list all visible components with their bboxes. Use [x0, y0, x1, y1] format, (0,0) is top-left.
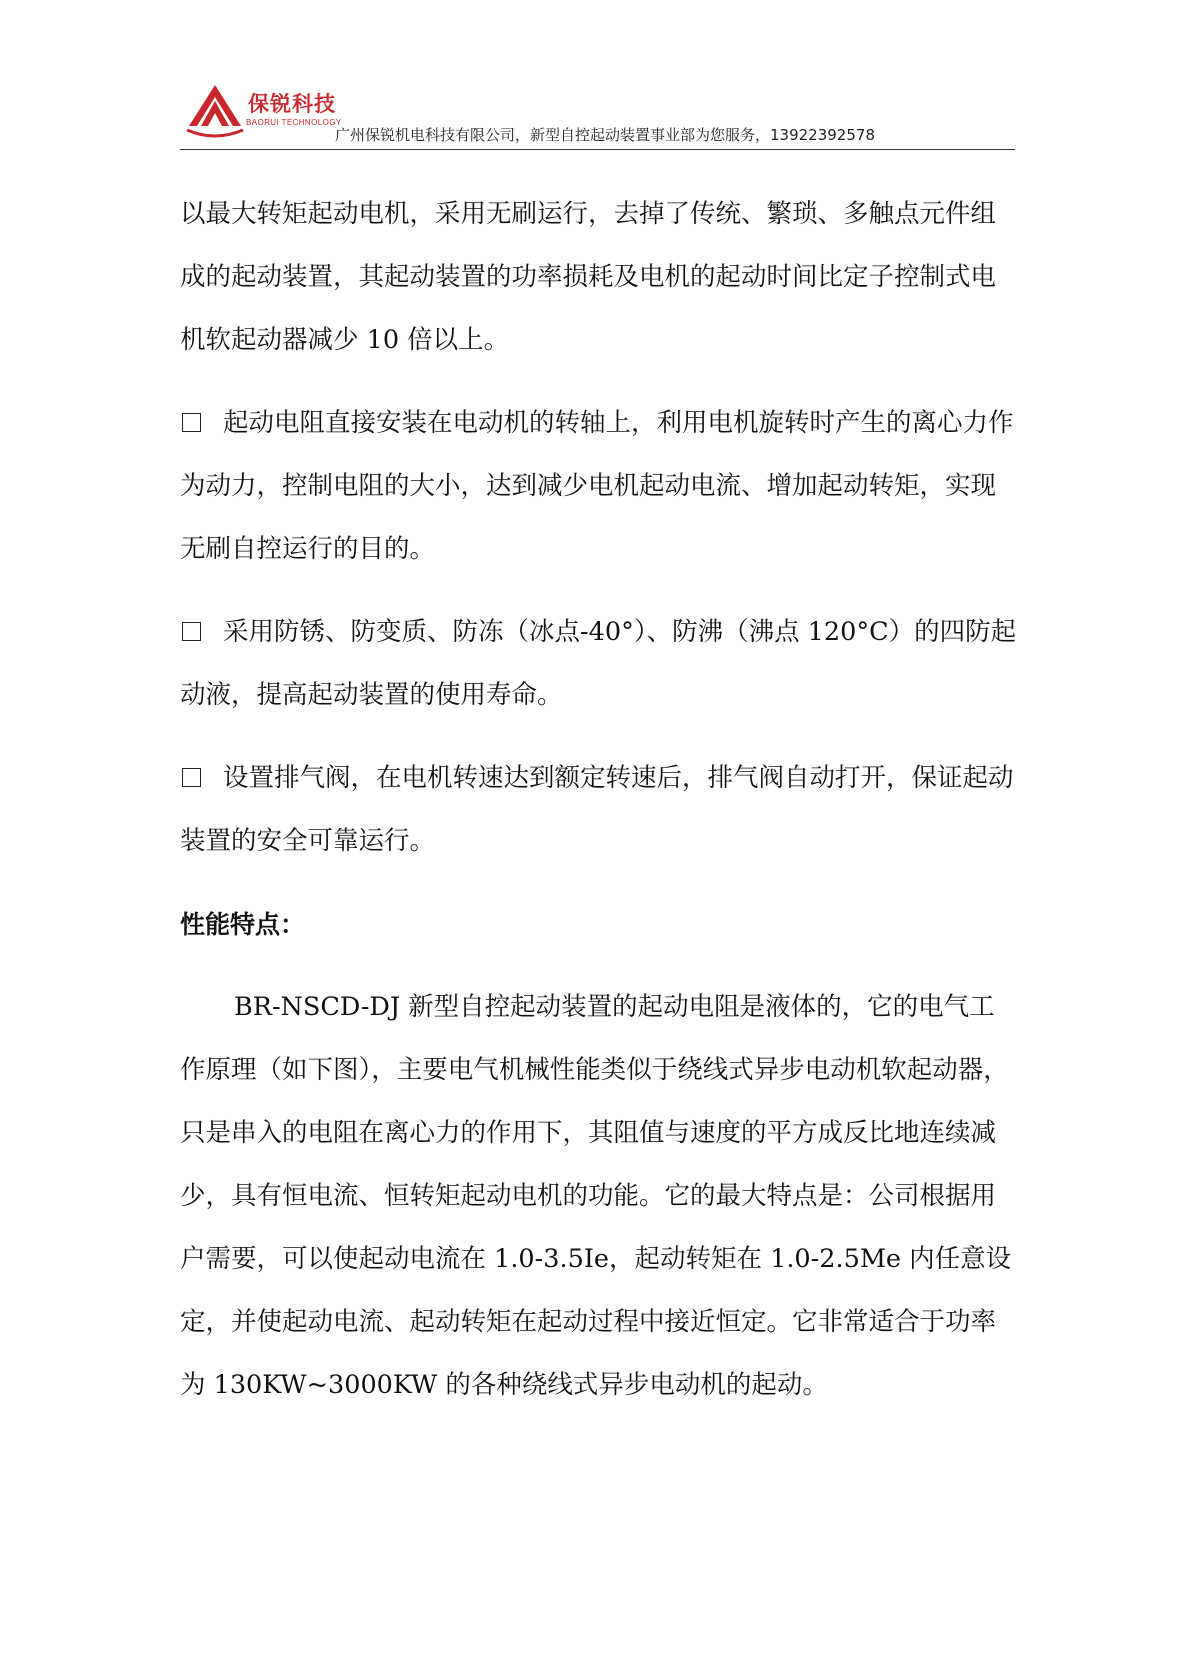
company-logo-icon [184, 82, 246, 138]
checkbox-icon [182, 622, 201, 641]
bullet-text: 采用防锈、防变质、防冻（冰点-40°）、防沸（沸点 120°C）的四防起动液，提高起动装置的使用寿命。 [180, 617, 1017, 710]
paragraph-intro: 以最大转矩起动电机，采用无刷运行，去掉了传统、繁琐、多触点元件组成的起动装置，其起动装置的功率损耗及电机的起动时间比定子控制式电机软起动器减少 10 倍以上。 [180, 199, 997, 355]
header-divider [180, 149, 1015, 150]
checkbox-icon [182, 768, 201, 787]
document-body [180, 183, 1020, 1417]
checkbox-icon [182, 413, 201, 432]
logo-text-en: BAORUI TECHNOLOGY [246, 118, 342, 127]
bullet-item-2 [180, 601, 1020, 727]
logo-text-cn: 保锐科技 [248, 92, 336, 116]
bullet-text: 起动电阻直接安装在电动机的转轴上，利用电机旋转时产生的离心力作为动力，控制电阻的大小，达到减少电机起动电流、增加起动转矩，实现无刷自控运行的目的。 [180, 408, 1014, 564]
section-heading: 性能特点： [180, 910, 306, 939]
bullet-item-3 [180, 747, 1020, 873]
bullet-text: 设置排气阀，在电机转速达到额定转速后，排气阀自动打开，保证起动装置的安全可靠运行。 [180, 763, 1014, 856]
header-tagline: 广州保锐机电科技有限公司，新型自控起动装置事业部为您服务，13922392578 [335, 126, 875, 144]
page-header [180, 78, 1015, 150]
bullet-item-1 [180, 392, 1020, 581]
paragraph-features: BR-NSCD-DJ 新型自控起动装置的起动电阻是液体的，它的电气工作原理（如下图），主要电气机械性能类似于绕线式异步电动机软起动器，只是串入的电阻在离心力的作用下，其阻值与速度的平方成反比地连续减少，具有恒电流、恒转矩起动电机的功能。它的最大特点是：公司根据用户需要，可以使起动电流在 1.0-3.5Ie，起动转矩在 1.0-2.5Me 内任意设定，并使起动电流、起动转矩在起动过程中接近恒定。它非常适合于功率为 130KW~3000KW 的各种绕线式异步电动机的起动。 [180, 992, 1012, 1400]
